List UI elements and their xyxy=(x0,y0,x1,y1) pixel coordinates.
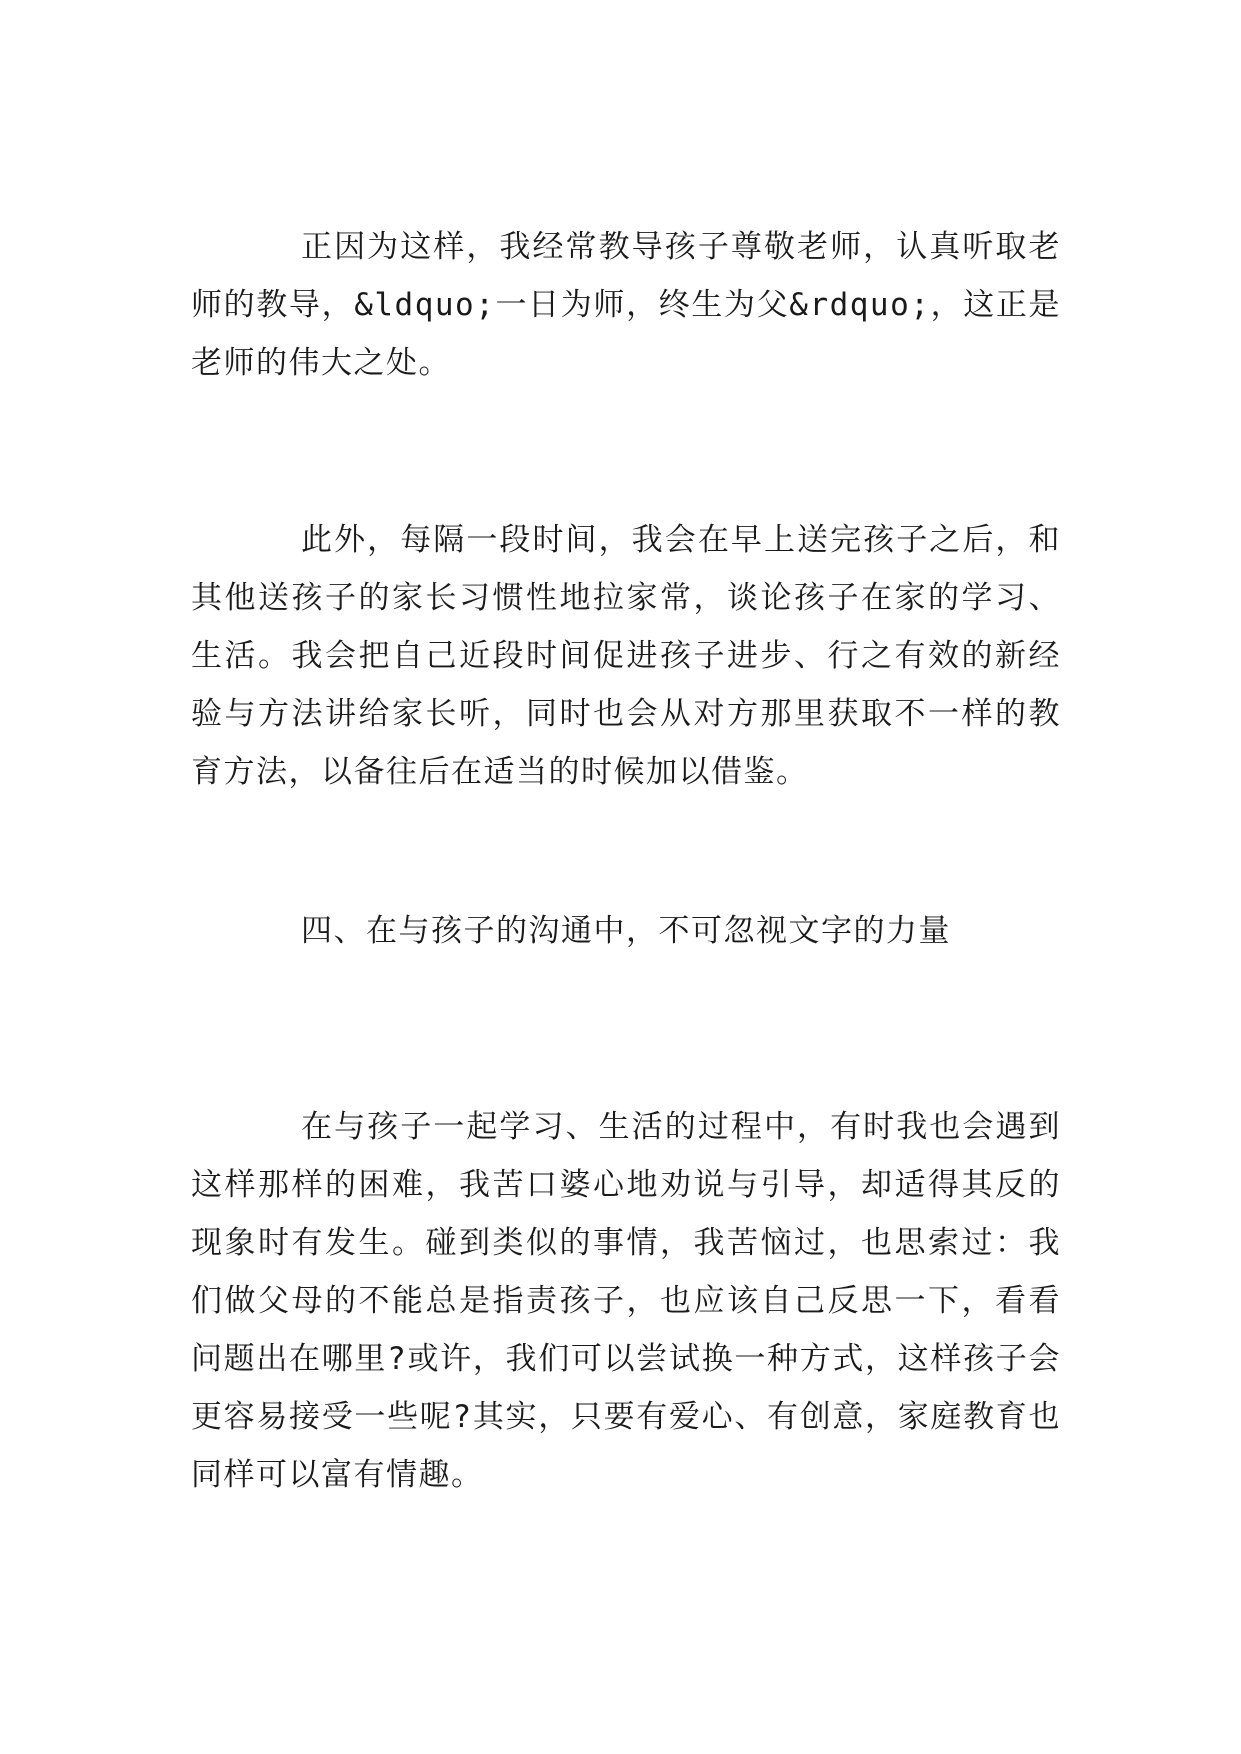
section-heading-four: 四、在与孩子的沟通中，不可忽视文字的力量 xyxy=(301,913,951,949)
paragraph-respect-teachers: 正因为这样，我经常教导孩子尊敬老师，认真听取老师的教导，&ldquo;一日为师，终生为父&rdquo;，这正是老师的伟大之处。 xyxy=(191,229,1061,381)
paragraph-parent-exchange: 此外，每隔一段时间，我会在早上送完孩子之后，和其他送孩子的家长习惯性地拉家常，谈论孩子在家的学习、生活。我会把自己近段时间促进孩子进步、行之有效的新经验与方法讲给家长听，同时也会从对方那里获取不一样的教育方法，以备往后在适当的时候加以借鉴。 xyxy=(191,522,1061,790)
paragraph-communication: 在与孩子一起学习、生活的过程中，有时我也会遇到这样那样的困难，我苦口婆心地劝说与引导，却适得其反的现象时有发生。碰到类似的事情，我苦恼过，也思索过：我们做父母的不能总是指责孩子，也应该自己反思一下，看看问题出在哪里?或许，我们可以尝试换一种方式，这样孩子会更容易接受一些呢?其实，只要有爱心、有创意，家庭教育也同样可以富有情趣。 xyxy=(191,1109,1061,1493)
